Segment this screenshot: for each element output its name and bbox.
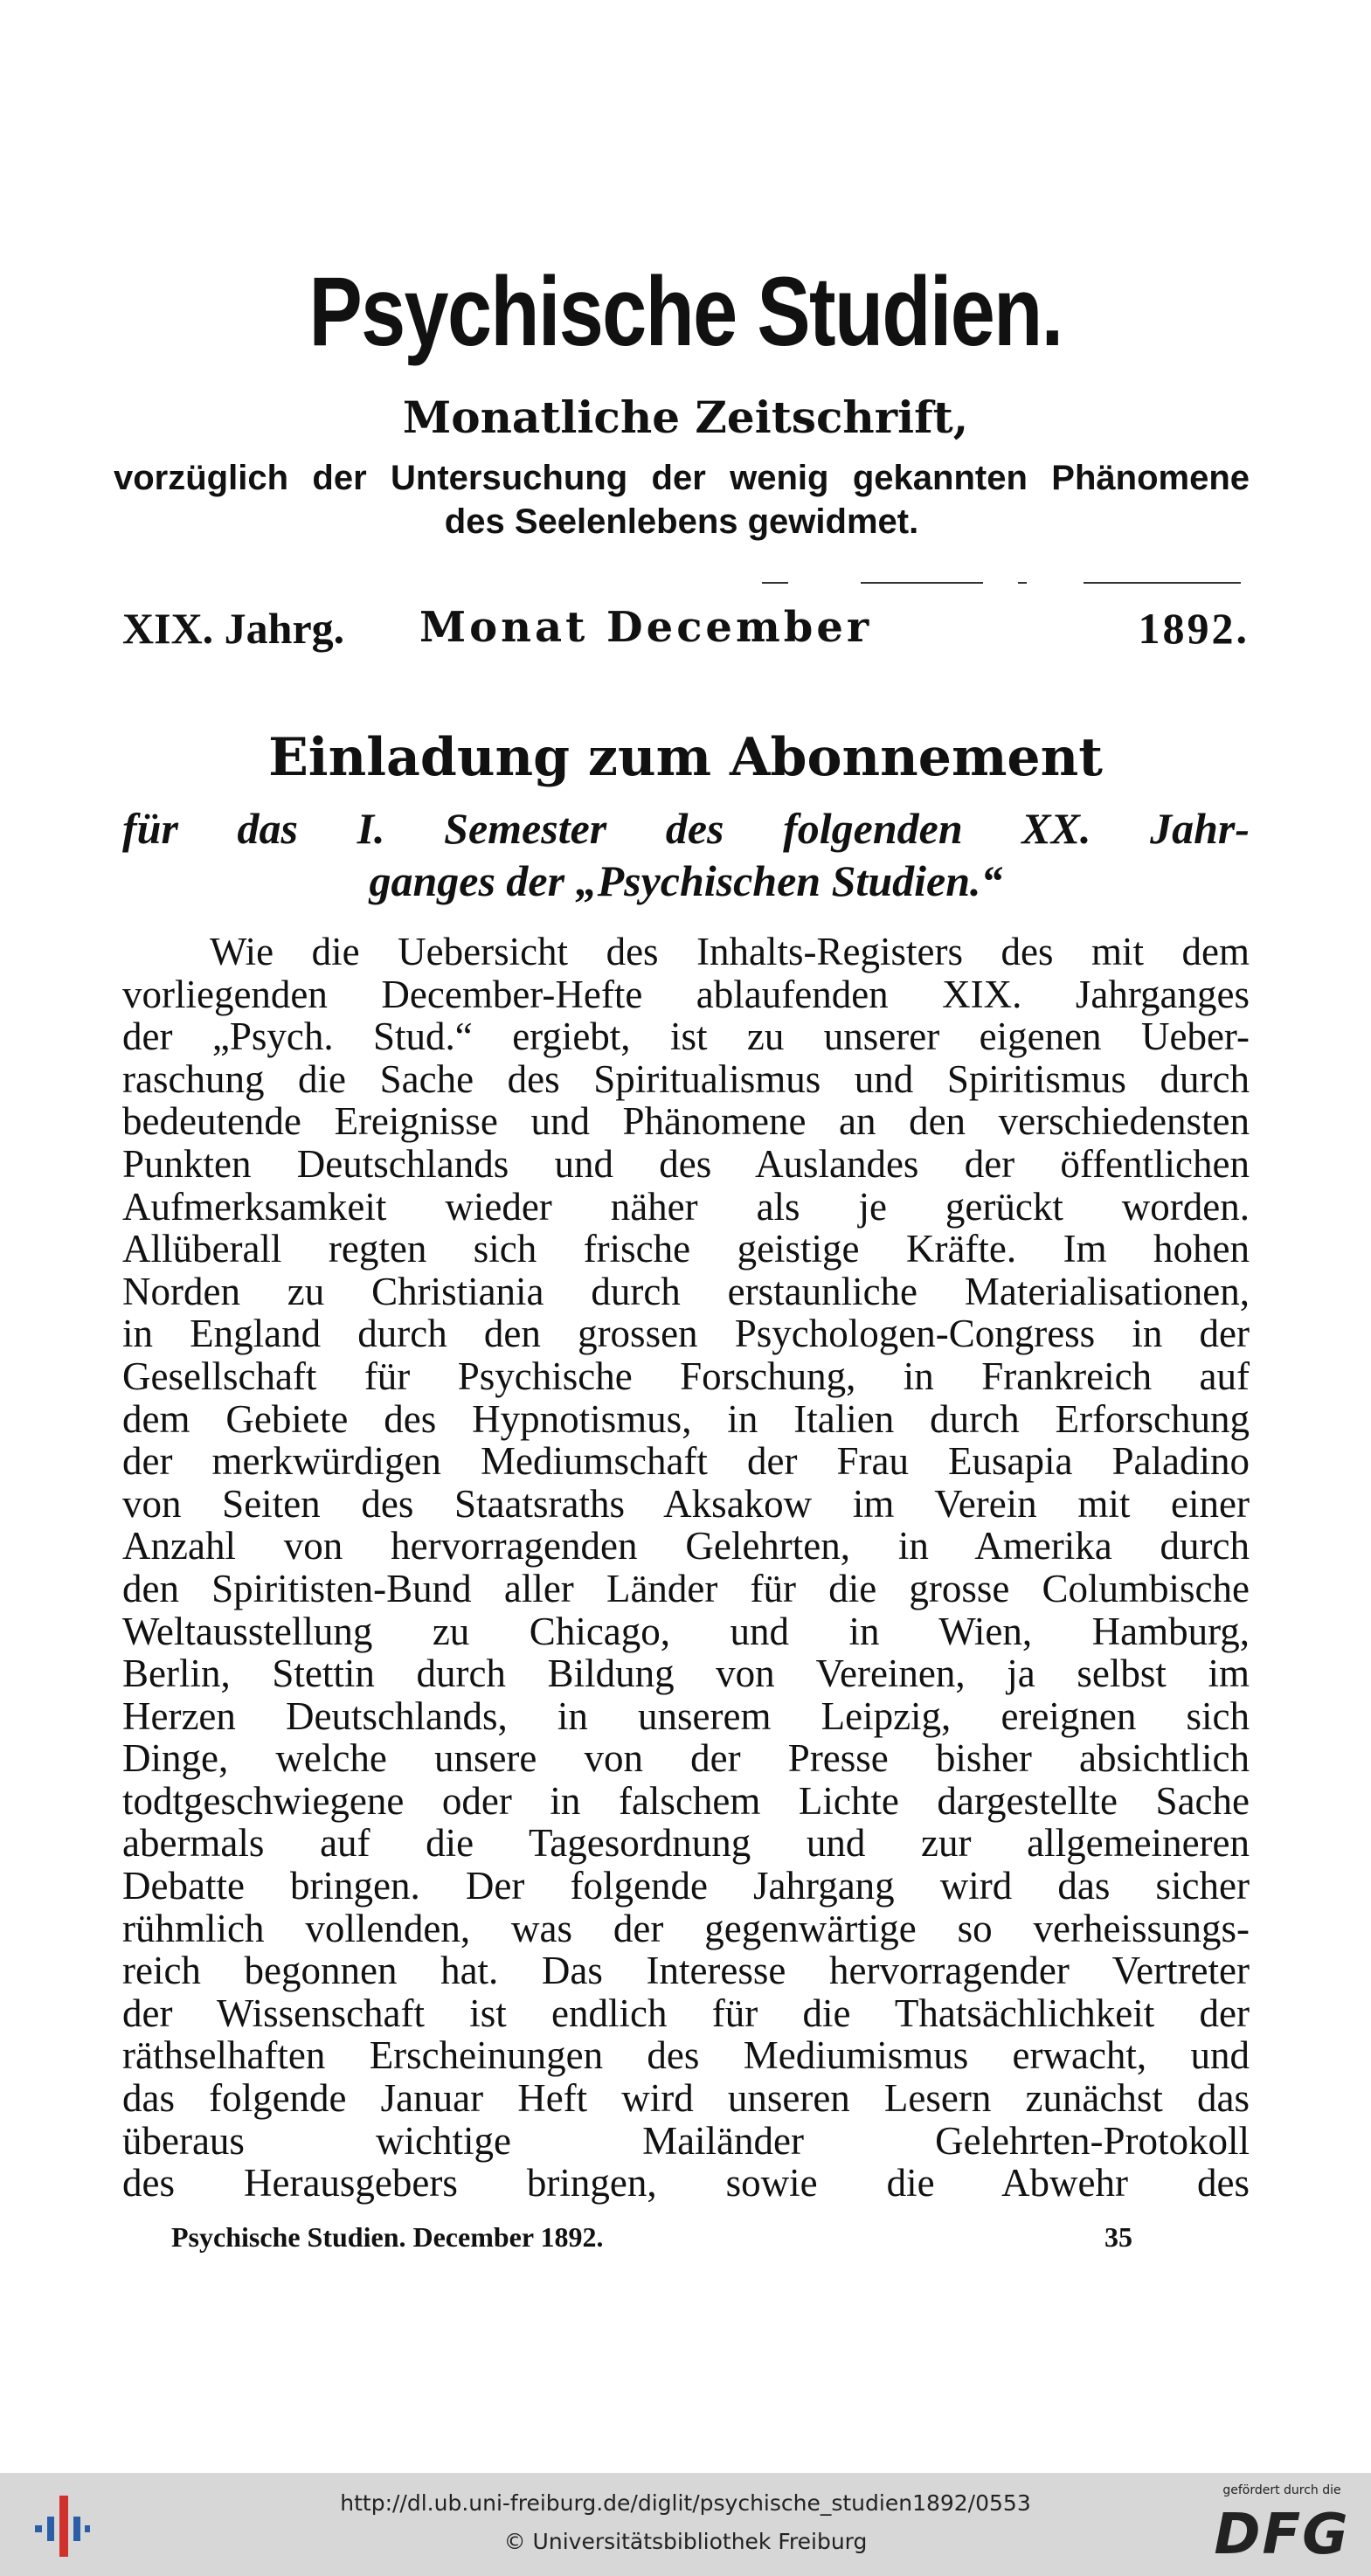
body-line: Wie die Uebersicht des Inhalts-Registers des mit dem [210,930,1250,973]
body-line: der Wissenschaft ist endlich für die Thatsächlichkeit der [122,1991,1250,2035]
body-line: in England durch den grossen Psychologen-Congress in der [122,1312,1250,1356]
journal-description-line1: vorzüglich der Untersuchung der wenig gekannten Phänomene [114,459,1250,497]
permalink[interactable]: http://dl.ub.uni-freiburg.de/diglit/psychische_studien1892/0553 [340,2490,1031,2516]
funder-caption: gefördert durch die [1222,2483,1341,2497]
issue-year: 1892. [1138,604,1250,653]
body-line: abermals auf die Tagesordnung und zur allgemeineren [122,1821,1250,1866]
body-line: der merkwürdigen Mediumschaft der Frau Eusapia Paladino [122,1439,1250,1484]
body-line: todtgeschwiegene oder in falschem Lichte dargestellte Sache [122,1778,1250,1823]
body-line: Punkten Deutschlands und des Auslandes der öffentlichen [122,1141,1250,1186]
article-body [122,931,1250,2205]
body-line: Berlin, Stettin durch Bildung von Vereinen, ja selbst im [122,1652,1250,1696]
body-line: Debatte bringen. Der folgende Jahrgang wird das sicher [122,1864,1250,1908]
issue-month: Monat December [419,603,873,652]
article-heading: Einladung zum Abonnement [268,727,1103,788]
dfg-logo [1212,2483,1352,2567]
running-title: Psychische Studien. December 1892. [171,2221,604,2253]
body-line: von Seiten des Staatsraths Aksakow im Verein mit einer [122,1481,1250,1526]
body-line: Norden zu Christiania durch erstaunliche Materialisationen, [122,1269,1250,1313]
journal-description-line2: des Seelenlebens gewidmet. [444,502,919,541]
body-line: raschung die Sache des Spiritualismus und Spiritismus durch [122,1056,1250,1101]
divider [1018,582,1027,584]
copyright: © Universitätsbibliothek Freiburg [503,2529,868,2554]
article-subheading-line1: für das I. Semester des folgenden XX. Jahr- [122,804,1250,853]
body-line: der „Psych. Stud.“ ergiebt, ist zu unserer eigenen Ueber- [122,1014,1250,1059]
body-line: bedeutende Ereignisse und Phänomene an den verschiedensten [122,1099,1250,1144]
body-line: Weltausstellung zu Chicago, und in Wien, Hamburg, [122,1609,1250,1653]
body-line: Anzahl von hervorragenden Gelehrten, in Amerika durch [122,1524,1250,1568]
page-number: 35 [1104,2221,1132,2253]
issue-volume: XIX. Jahrg. [122,604,345,653]
body-line: dem Gebiete des Hypnotismus, in Italien durch Erforschung [122,1396,1250,1441]
divider [861,582,983,584]
body-line: überaus wichtige Mailänder Gelehrten-Protokoll [122,2118,1250,2163]
journal-subtitle: Monatliche Zeitschrift, [402,391,969,443]
funder-logo-text: DFG [1214,2503,1350,2567]
body-line: rühmlich vollenden, was der gegenwärtige so verheissungs- [122,1906,1250,1950]
body-line: vorliegenden December-Hefte ablaufenden XIX. Jahrganges [122,972,1250,1016]
divider [1084,582,1241,584]
running-footer [171,2221,1132,2254]
body-line: das folgende Januar Heft wird unseren Lesern zunächst das [122,2076,1250,2121]
article-subheading-line2: ganges der „Psychischen Studien.“ [369,856,1003,905]
body-line: den Spiritisten-Bund aller Länder für die grosse Columbische [122,1566,1250,1610]
viewer-footer-bar [0,2473,1371,2576]
journal-title: Psychische Studien. [308,257,1063,366]
divider [762,582,788,584]
body-line: Allüberall regten sich frische geistige Kräfte. Im hohen [122,1227,1250,1271]
body-line: räthselhaften Erscheinungen des Mediumismus erwacht, und [122,2033,1250,2078]
body-line: Aufmerksamkeit wieder näher als je gerückt worden. [122,1184,1250,1229]
body-line: Dinge, welche unsere von der Presse bisher absichtlich [122,1736,1250,1781]
body-line: Gesellschaft für Psychische Forschung, in Frankreich auf [122,1354,1250,1398]
body-line: reich begonnen hat. Das Interesse hervorragender Vertreter [122,1949,1250,1993]
body-line: des Herausgebers bringen, sowie die Abwehr des [122,2161,1250,2206]
body-line: Herzen Deutschlands, in unserem Leipzig, ereignen sich [122,1693,1250,1738]
